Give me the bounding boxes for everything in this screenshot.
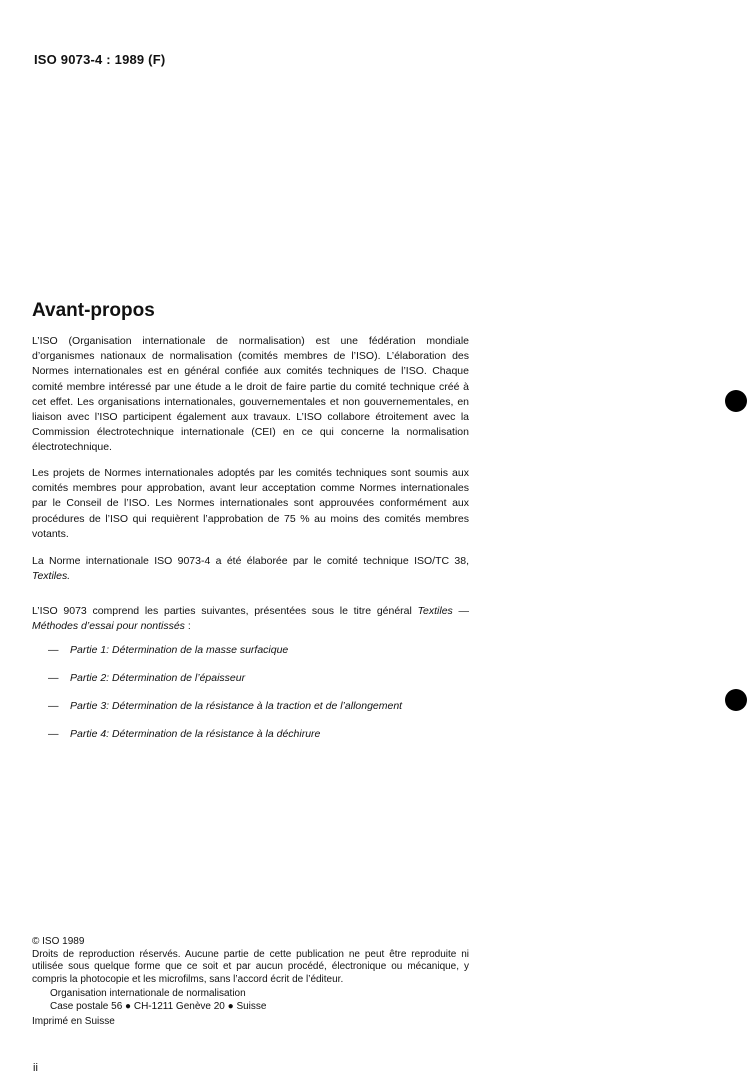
organisation-address: Case postale 56 ● CH-1211 Genève 20 ● Suisse [50,1000,267,1012]
list-item [48,643,288,658]
list-dash: — [48,644,59,656]
parts-intro-text: L’ISO 9073 comprend les parties suivantes, présentées sous le titre général [32,605,412,617]
printed-in: Imprimé en Suisse [32,1015,115,1027]
organisation-name: Organisation internationale de normalisation [50,988,246,1000]
copyright-block [32,936,469,1028]
committee-title: Textiles. [32,570,71,583]
paragraph-iso-description: L’ISO (Organisation internationale de normalisation) est une fédération mondiale d’organismes nationaux de normalisation (comités membres de l’ISO). L’élaboration des Normes internationales est en général confiée aux comités techniques de l’ISO. Chaque comité membre intéressé par une étude a le droit de faire partie du comité technique créé à cet effet. Les organisations internationales, gouvernementales et non gouvernementales, en liaison avec l’ISO participent également aux travaux. L’ISO collabore étroitement avec la Commission électrotechnique internationale (CEI) en ce qui concerne la normalisation électrotechnique. [32,335,469,454]
list-item-text: Partie 4: Détermination de la résistance à la déchirure [70,728,321,740]
document-header: ISO 9073-4 : 1989 (F) [34,52,166,67]
list-item-text: Partie 2: Détermination de l’épaisseur [70,672,246,684]
general-title: Textiles — Méthodes d’essai pour nontissés [32,605,469,633]
list-dash: — [48,728,59,740]
list-item [48,671,245,686]
list-dash: — [48,672,59,684]
list-dash: — [48,700,59,712]
list-item-text: Partie 3: Détermination de la résistance à la traction et de l’allongement [70,700,403,712]
list-item [48,727,320,742]
list-item-text: Partie 1: Détermination de la masse surfacique [70,644,289,656]
copyright-line: © ISO 1989 [32,936,85,947]
list-item [48,699,402,714]
committee-text: La Norme internationale ISO 9073-4 a été élaborée par le comité technique ISO/TC 38, [32,555,469,567]
parts-intro-end: : [184,620,191,633]
paragraph-approval-process: Les projets de Normes internationales adoptés par les comités techniques sont soumis aux comités membres pour approbation, avant leur acceptation comme Normes internationales par le Conseil de l’ISO. Les Normes internationales sont approuvées conformément aux procédures de l’ISO qui requièrent l’approbation de 75 % au moins des comités membres votants. [32,467,469,540]
binder-hole-mark [725,689,747,711]
paragraph-committee [32,554,469,584]
section-title: Avant-propos [32,300,155,321]
rights-notice: Droits de reproduction réservés. Aucune partie de cette publication ne peut être reproduite ni utilisée sous quelque forme que ce soit et par aucun procédé, électronique ou mécanique, y compris la photocopie et les microfilms, sans l’accord écrit de l’éditeur. [32,948,469,985]
page-number: ii [33,1062,38,1074]
paragraph-parts-intro [32,604,469,634]
binder-hole-mark [725,390,747,412]
